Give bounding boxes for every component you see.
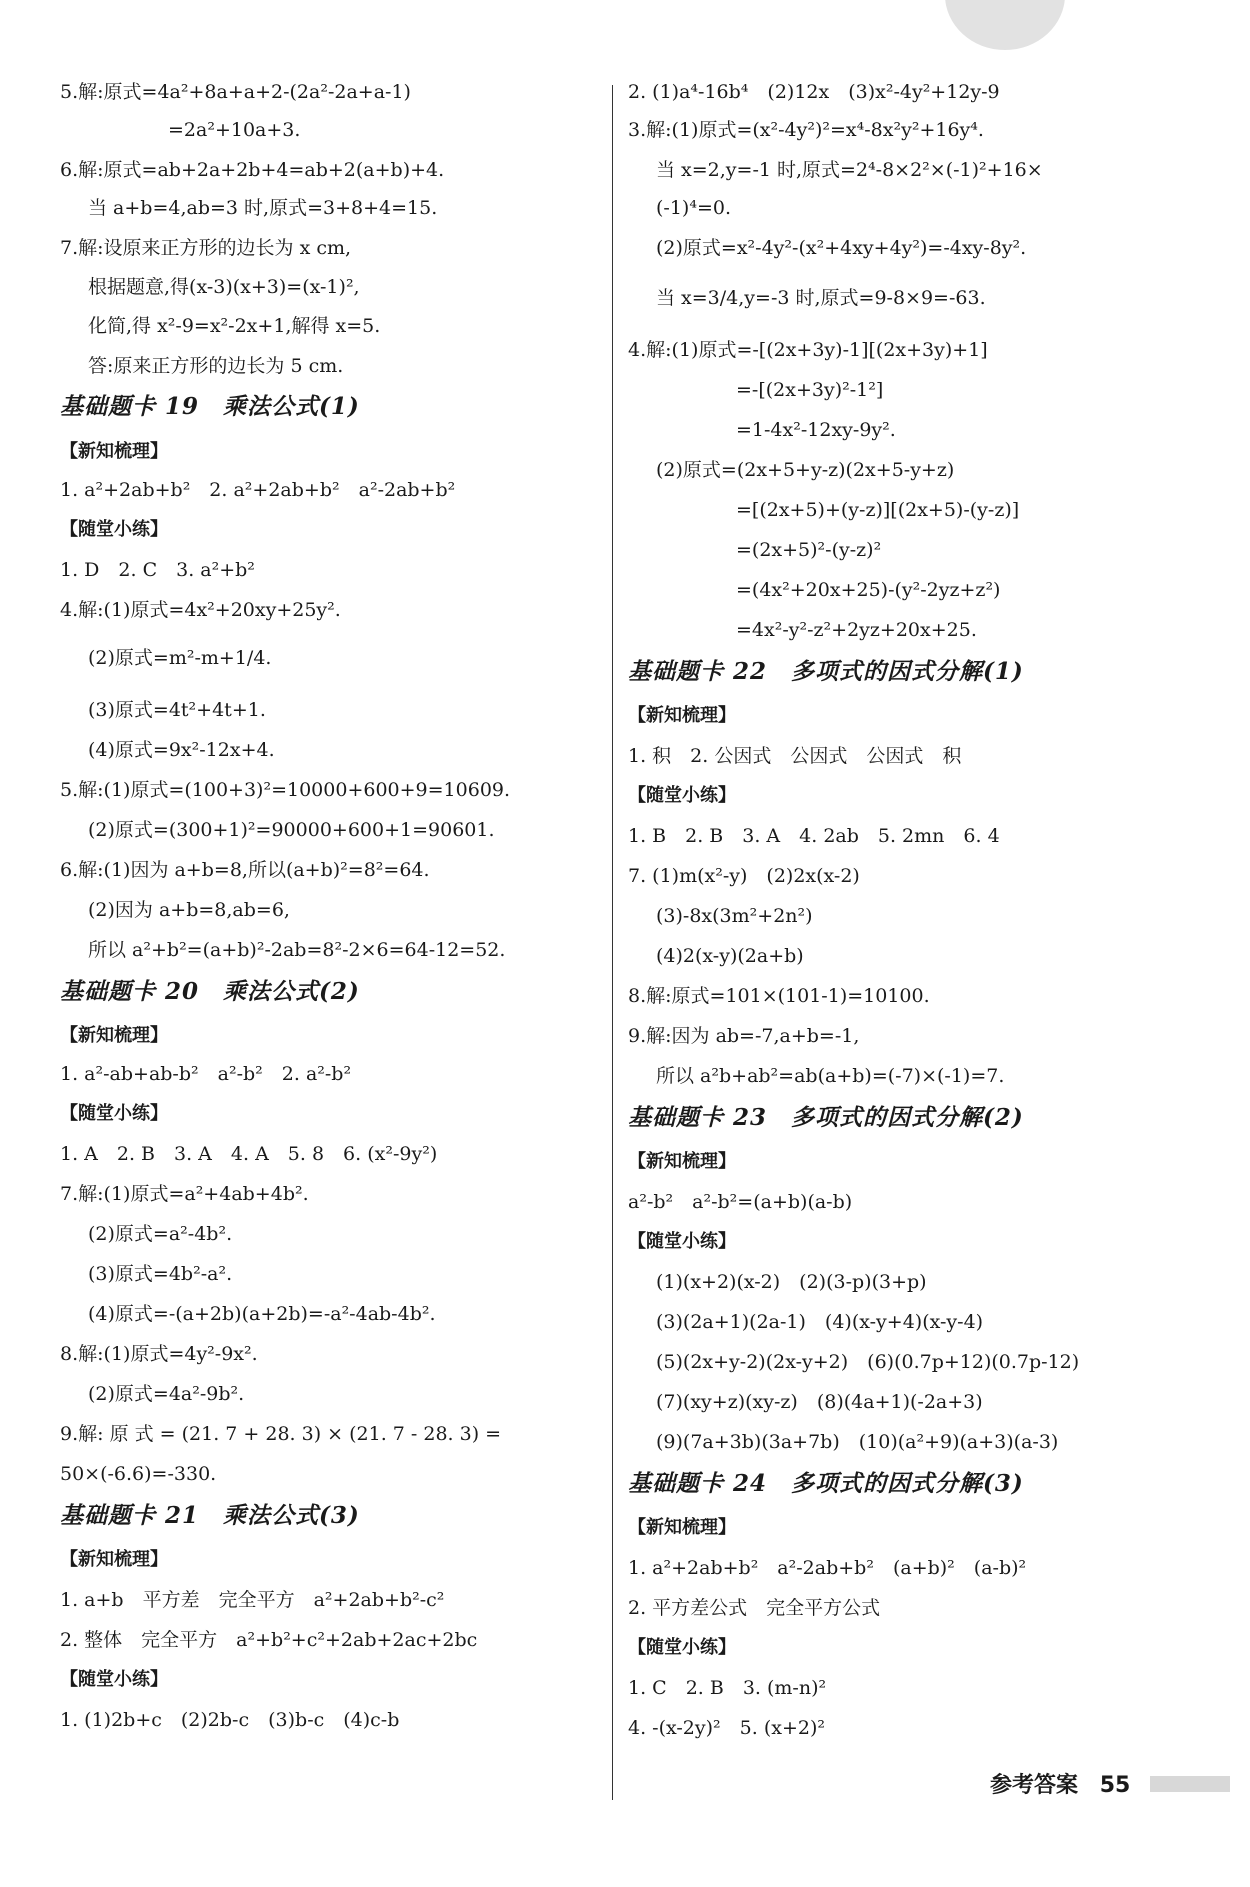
section-heading: 基础题卡 20 乘法公式(2)	[60, 978, 360, 1005]
answer-line: 6.解:(1)因为 a+b=8,所以(a+b)²=8²=64.	[60, 859, 430, 881]
subsection-label: 【新知梳理】	[60, 1025, 168, 1046]
answer-line: 7.解:(1)原式=a²+4ab+4b².	[60, 1183, 309, 1205]
answer-line: (7)(xy+z)(xy-z) (8)(4a+1)(-2a+3)	[656, 1391, 983, 1413]
answer-line: 7.解:设原来正方形的边长为 x cm,	[60, 237, 352, 259]
section-heading: 基础题卡 24 多项式的因式分解(3)	[628, 1470, 1024, 1497]
section-heading: 基础题卡 21 乘法公式(3)	[60, 1502, 360, 1529]
answer-line: =(4x²+20x+25)-(y²-2yz+z²)	[736, 579, 1001, 601]
answer-line: (2)原式=4a²-9b².	[88, 1383, 245, 1405]
section-heading: 基础题卡 22 多项式的因式分解(1)	[628, 658, 1024, 685]
answer-line: (9)(7a+3b)(3a+7b) (10)(a²+9)(a+3)(a-3)	[656, 1431, 1059, 1453]
answer-line: (4)原式=-(a+2b)(a+2b)=-a²-4ab-4b².	[88, 1303, 436, 1325]
subsection-label: 【新知梳理】	[628, 705, 736, 726]
answer-line: =4x²-y²-z²+2yz+20x+25.	[736, 619, 977, 641]
answer-line: 1. a²+2ab+b² 2. a²+2ab+b² a²-2ab+b²	[60, 479, 456, 501]
subsection-label: 【随堂小练】	[60, 1103, 168, 1124]
answer-line: (-1)⁴=0.	[656, 197, 731, 219]
subsection-label: 【随堂小练】	[628, 1637, 736, 1658]
answer-line: 当 x=3/4,y=-3 时,原式=9-8×9=-63.	[656, 287, 986, 309]
answer-line: 当 x=2,y=-1 时,原式=2⁴-8×2²×(-1)²+16×	[656, 159, 1043, 181]
answer-line: 所以 a²b+ab²=ab(a+b)=(-7)×(-1)=7.	[656, 1065, 1005, 1087]
answer-line: 3.解:(1)原式=(x²-4y²)²=x⁴-8x²y²+16y⁴.	[628, 119, 984, 141]
answer-line: (2)原式=x²-4y²-(x²+4xy+4y²)=-4xy-8y².	[656, 237, 1027, 259]
section-heading: 基础题卡 19 乘法公式(1)	[60, 393, 360, 420]
page-footer	[990, 1768, 1130, 1799]
footer-bar-decoration	[1150, 1776, 1230, 1792]
subsection-label: 【新知梳理】	[60, 1549, 168, 1570]
answer-line: =[(2x+5)+(y-z)][(2x+5)-(y-z)]	[736, 499, 1020, 521]
answer-line: 1. a²-ab+ab-b² a²-b² 2. a²-b²	[60, 1063, 352, 1085]
subsection-label: 【新知梳理】	[628, 1517, 736, 1538]
answer-line: 9.解:因为 ab=-7,a+b=-1,	[628, 1025, 860, 1047]
subsection-label: 【随堂小练】	[628, 1231, 736, 1252]
answer-line: (3)-8x(3m²+2n²)	[656, 905, 813, 927]
corner-decoration	[945, 0, 1065, 50]
page-number: 55	[1099, 1773, 1131, 1798]
subsection-label: 【新知梳理】	[628, 1151, 736, 1172]
answer-line: 5.解:原式=4a²+8a+a+2-(2a²-2a+a-1)	[60, 81, 411, 103]
answer-line: 当 a+b=4,ab=3 时,原式=3+8+4=15.	[88, 197, 438, 219]
answer-line: (3)(2a+1)(2a-1) (4)(x-y+4)(x-y-4)	[656, 1311, 984, 1333]
column-divider	[612, 85, 613, 1800]
answer-line: =1-4x²-12xy-9y².	[736, 419, 896, 441]
answer-line: 1. a²+2ab+b² a²-2ab+b² (a+b)² (a-b)²	[628, 1557, 1027, 1579]
answer-line: 8.解:原式=101×(101-1)=10100.	[628, 985, 930, 1007]
answer-line: (2)原式=(2x+5+y-z)(2x+5-y+z)	[656, 459, 955, 481]
answer-line: (3)原式=4t²+4t+1.	[88, 699, 266, 721]
answer-line: (2)因为 a+b=8,ab=6,	[88, 899, 290, 921]
answer-line: (2)原式=a²-4b².	[88, 1223, 233, 1245]
answer-line: (4)2(x-y)(2a+b)	[656, 945, 804, 967]
answer-line: 化简,得 x²-9=x²-2x+1,解得 x=5.	[88, 315, 381, 337]
answer-line: 4.解:(1)原式=4x²+20xy+25y².	[60, 599, 341, 621]
answer-line: 1. C 2. B 3. (m-n)²	[628, 1677, 827, 1699]
answer-line: a²-b² a²-b²=(a+b)(a-b)	[628, 1191, 853, 1213]
answer-line: =-[(2x+3y)²-1²]	[736, 379, 884, 401]
subsection-label: 【随堂小练】	[60, 519, 168, 540]
answer-line: 1. A 2. B 3. A 4. A 5. 8 6. (x²-9y²)	[60, 1143, 438, 1165]
answer-line: 8.解:(1)原式=4y²-9x².	[60, 1343, 258, 1365]
answer-line: 5.解:(1)原式=(100+3)²=10000+600+9=10609.	[60, 779, 511, 801]
answer-line: (2)原式=m²-m+1/4.	[88, 647, 272, 669]
answer-line: =2a²+10a+3.	[168, 119, 301, 141]
answer-line: 1. 积 2. 公因式 公因式 公因式 积	[628, 745, 962, 767]
answer-line: 根据题意,得(x-3)(x+3)=(x-1)²,	[88, 276, 360, 298]
answer-line: 1. D 2. C 3. a²+b²	[60, 559, 255, 581]
answer-line: 4.解:(1)原式=-[(2x+3y)-1][(2x+3y)+1]	[628, 339, 988, 361]
answer-line: 2. 整体 完全平方 a²+b²+c²+2ab+2ac+2bc	[60, 1629, 478, 1651]
answer-line: 9.解: 原 式 = (21. 7 + 28. 3) × (21. 7 - 28. 3) =	[60, 1423, 502, 1445]
answer-line: 2. (1)a⁴-16b⁴ (2)12x (3)x²-4y²+12y-9	[628, 81, 1000, 103]
answer-line: 4. -(x-2y)² 5. (x+2)²	[628, 1717, 825, 1739]
answer-line: 6.解:原式=ab+2a+2b+4=ab+2(a+b)+4.	[60, 159, 445, 181]
answer-line: (3)原式=4b²-a².	[88, 1263, 233, 1285]
answer-line: (5)(2x+y-2)(2x-y+2) (6)(0.7p+12)(0.7p-12)	[656, 1351, 1080, 1373]
answer-line: 1. (1)2b+c (2)2b-c (3)b-c (4)c-b	[60, 1709, 400, 1731]
subsection-label: 【新知梳理】	[60, 441, 168, 462]
answer-line: 7. (1)m(x²-y) (2)2x(x-2)	[628, 865, 860, 887]
answer-line: =(2x+5)²-(y-z)²	[736, 539, 882, 561]
answer-line: 答:原来正方形的边长为 5 cm.	[88, 355, 344, 377]
subsection-label: 【随堂小练】	[628, 785, 736, 806]
section-heading: 基础题卡 23 多项式的因式分解(2)	[628, 1104, 1024, 1131]
answer-line: (4)原式=9x²-12x+4.	[88, 739, 275, 761]
footer-label: 参考答案	[990, 1773, 1079, 1798]
answer-line: 2. 平方差公式 完全平方公式	[628, 1597, 881, 1619]
answer-line: 1. a+b 平方差 完全平方 a²+2ab+b²-c²	[60, 1589, 445, 1611]
answer-line: 1. B 2. B 3. A 4. 2ab 5. 2mn 6. 4	[628, 825, 1000, 847]
answer-line: (2)原式=(300+1)²=90000+600+1=90601.	[88, 819, 495, 841]
answer-line: 所以 a²+b²=(a+b)²-2ab=8²-2×6=64-12=52.	[88, 939, 506, 961]
answer-line: 50×(-6.6)=-330.	[60, 1463, 217, 1485]
subsection-label: 【随堂小练】	[60, 1669, 168, 1690]
answer-line: (1)(x+2)(x-2) (2)(3-p)(3+p)	[656, 1271, 927, 1293]
